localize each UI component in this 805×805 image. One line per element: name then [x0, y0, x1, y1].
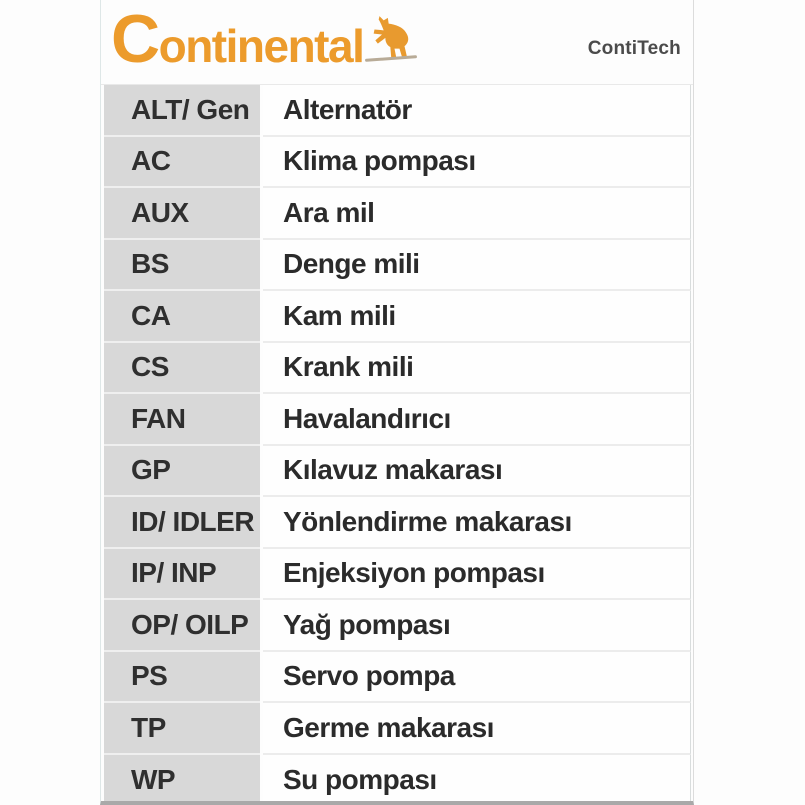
table-row	[104, 291, 691, 343]
abbr-label: OP/ OILP	[131, 608, 249, 640]
desc-label: Klima pompası	[283, 145, 476, 177]
abbr-label: GP	[131, 454, 171, 486]
table-row	[104, 755, 691, 805]
abbr-cell	[104, 652, 260, 704]
abbr-label: CA	[131, 299, 171, 331]
abbr-cell	[104, 703, 260, 755]
desc-cell	[263, 549, 691, 601]
desc-label: Alternatör	[283, 93, 412, 125]
table-row	[104, 85, 691, 137]
continental-horse-icon	[365, 4, 419, 66]
brand-header	[101, 0, 693, 84]
abbr-label: WP	[131, 764, 176, 796]
desc-label: Enjeksiyon pompası	[283, 557, 545, 589]
table-row	[104, 549, 691, 601]
desc-cell	[263, 394, 691, 446]
abbr-label: IP/ INP	[131, 557, 217, 589]
abbr-label: TP	[131, 711, 166, 743]
table-row	[104, 343, 691, 395]
table-row	[104, 600, 691, 652]
desc-cell	[263, 291, 691, 343]
page-content	[100, 0, 694, 805]
desc-label: Ara mil	[283, 196, 375, 228]
desc-cell	[263, 497, 691, 549]
abbr-cell	[104, 394, 260, 446]
table-row	[104, 703, 691, 755]
continental-wordmark: Continental	[111, 1, 364, 77]
table-row	[104, 240, 691, 292]
desc-label: Su pompası	[283, 764, 437, 796]
desc-cell	[263, 240, 691, 292]
desc-label: Servo pompa	[283, 660, 455, 692]
table-row	[104, 188, 691, 240]
abbr-cell	[104, 549, 260, 601]
abbr-cell	[104, 755, 260, 805]
desc-cell	[263, 600, 691, 652]
desc-cell	[263, 85, 691, 137]
table-row	[104, 137, 691, 189]
abbr-cell	[104, 343, 260, 395]
desc-label: Denge mili	[283, 248, 420, 280]
abbr-cell	[104, 600, 260, 652]
abbr-cell	[104, 85, 260, 137]
desc-cell	[263, 652, 691, 704]
desc-cell	[263, 703, 691, 755]
desc-label: Kam mili	[283, 299, 396, 331]
desc-label: Germe makarası	[283, 711, 494, 743]
table-row	[104, 446, 691, 498]
abbr-cell	[104, 446, 260, 498]
abbr-label: ALT/ Gen	[131, 93, 250, 125]
desc-label: Kılavuz makarası	[283, 454, 503, 486]
table-row	[104, 394, 691, 446]
desc-cell	[263, 188, 691, 240]
abbr-label: CS	[131, 351, 169, 383]
desc-cell	[263, 446, 691, 498]
desc-cell	[263, 137, 691, 189]
abbr-cell	[104, 291, 260, 343]
abbr-label: ID/ IDLER	[131, 505, 255, 537]
abbr-label: AC	[131, 145, 171, 177]
abbr-cell	[104, 188, 260, 240]
abbr-cell	[104, 240, 260, 292]
abbreviation-table	[101, 84, 693, 805]
contitech-label: ContiTech	[587, 38, 681, 59]
desc-label: Krank mili	[283, 351, 414, 383]
abbr-cell	[104, 137, 260, 189]
continental-logo	[111, 1, 419, 81]
abbr-label: FAN	[131, 402, 186, 434]
abbr-label: PS	[131, 660, 168, 692]
desc-cell	[263, 343, 691, 395]
abbr-label: BS	[131, 248, 169, 280]
table-row	[104, 497, 691, 549]
desc-label: Yönlendirme makarası	[283, 505, 572, 537]
desc-label: Yağ pompası	[283, 608, 451, 640]
desc-cell	[263, 755, 691, 805]
abbr-cell	[104, 497, 260, 549]
table-row	[104, 652, 691, 704]
desc-label: Havalandırıcı	[283, 402, 451, 434]
abbr-label: AUX	[131, 196, 189, 228]
